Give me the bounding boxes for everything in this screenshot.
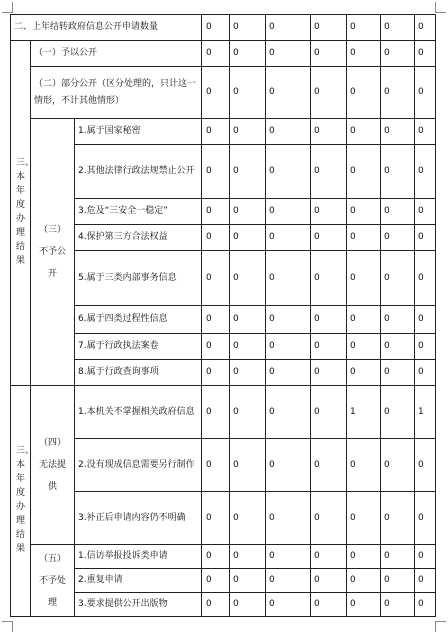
g4-row3-value-2: 0 <box>230 492 266 545</box>
g3-row4-value-1: 0 <box>202 225 230 251</box>
g5-row1-value-6: 0 <box>381 545 415 569</box>
g3-row7-value-1: 0 <box>202 334 230 360</box>
crop-mark-bottom-left <box>2 621 13 632</box>
item-label: 7.属于行政执法案卷 <box>75 334 202 360</box>
g3-row4-value-4: 0 <box>311 225 347 251</box>
table-row <box>11 492 436 545</box>
table-row <box>11 439 436 492</box>
row-a0-value-7: 0 <box>415 41 436 67</box>
g5-row3-value-2: 0 <box>230 593 266 617</box>
g3-row8-value-6: 0 <box>381 360 415 386</box>
g4-row3-value-5: 0 <box>347 492 381 545</box>
item-label: 3.危及“三安全一稳定” <box>75 199 202 225</box>
g3-row3-value-7: 0 <box>415 199 436 225</box>
g4-row1-value-1: 0 <box>202 386 230 439</box>
crop-mark-bottom-right <box>435 621 446 632</box>
g3-row6-value-6: 0 <box>381 306 415 334</box>
g4-row1-value-7: 1 <box>415 386 436 439</box>
g5-row2-value-1: 0 <box>202 569 230 593</box>
g3-row6-value-7: 0 <box>415 306 436 334</box>
row-a0-value-2: 0 <box>230 41 266 67</box>
row-a0-value-1: 0 <box>202 41 230 67</box>
g4-row2-value-6: 0 <box>381 439 415 492</box>
g3-row2-value-3: 0 <box>266 145 311 199</box>
table-row <box>11 360 436 386</box>
g3-row5-value-5: 0 <box>347 251 381 306</box>
g4-row3-value-3: 0 <box>266 492 311 545</box>
g5-row3-value-4: 0 <box>311 593 347 617</box>
carryover-value-3: 0 <box>266 15 311 41</box>
g3-row6-value-2: 0 <box>230 306 266 334</box>
group5-label: （五）不予处理 <box>38 553 66 608</box>
g3-row6-value-3: 0 <box>266 306 311 334</box>
item-label: 1.属于国家秘密 <box>75 119 202 145</box>
g5-row1-value-4: 0 <box>311 545 347 569</box>
g3-row3-value-5: 0 <box>347 199 381 225</box>
g3-row1-value-7: 0 <box>415 119 436 145</box>
row-a1-value-3: 0 <box>266 67 311 119</box>
g5-row2-value-6: 0 <box>381 569 415 593</box>
table-row <box>11 545 436 569</box>
carryover-value-6: 0 <box>381 15 415 41</box>
g3-row3-value-2: 0 <box>230 199 266 225</box>
g4-row3-value-6: 0 <box>381 492 415 545</box>
item-label: 4.保护第三方合法权益 <box>75 225 202 251</box>
g4-row1-value-4: 0 <box>311 386 347 439</box>
g5-row3-value-1: 0 <box>202 593 230 617</box>
g3-row8-value-4: 0 <box>311 360 347 386</box>
g5-row1-value-3: 0 <box>266 545 311 569</box>
table-row <box>11 41 436 67</box>
g4-row2-value-5: 0 <box>347 439 381 492</box>
g3-row1-value-4: 0 <box>311 119 347 145</box>
g3-row5-value-6: 0 <box>381 251 415 306</box>
g3-row8-value-1: 0 <box>202 360 230 386</box>
section3-side-label <box>11 41 35 386</box>
crop-mark-top-right <box>435 2 446 13</box>
g4-row1-value-3: 0 <box>266 386 311 439</box>
row-a1-value-4: 0 <box>311 67 347 119</box>
g4-row2-value-2: 0 <box>230 439 266 492</box>
item-label: 5.属于三类内部事务信息 <box>75 251 202 306</box>
carryover-value-4: 0 <box>311 15 347 41</box>
g5-row1-value-2: 0 <box>230 545 266 569</box>
section3b-side-label-text: 三、本年度办理结果 <box>16 446 35 554</box>
g5-row2-value-5: 0 <box>347 569 381 593</box>
g5-row1-value-5: 0 <box>347 545 381 569</box>
row-label: （二）部分公开（区分处理的，只计这一情形，不计其他情形） <box>31 67 202 119</box>
g3-row1-value-3: 0 <box>266 119 311 145</box>
g3-row2-value-6: 0 <box>381 145 415 199</box>
table-row <box>11 67 436 119</box>
row-a1-value-1: 0 <box>202 67 230 119</box>
g3-row3-value-1: 0 <box>202 199 230 225</box>
table-row <box>11 593 436 617</box>
group3-label-cell <box>31 119 75 386</box>
g4-row3-value-7: 0 <box>415 492 436 545</box>
item-label: 1.本机关不掌握相关政府信息 <box>75 386 202 439</box>
item-label: 3.补正后申请内容仍不明确 <box>75 492 202 545</box>
g3-row2-value-7: 0 <box>415 145 436 199</box>
row-a1-value-5: 0 <box>347 67 381 119</box>
item-label: 3.要求提供公开出版物 <box>75 593 202 617</box>
g3-row8-value-5: 0 <box>347 360 381 386</box>
g4-row2-value-1: 0 <box>202 439 230 492</box>
g3-row6-value-4: 0 <box>311 306 347 334</box>
g3-row5-value-7: 0 <box>415 251 436 306</box>
g3-row7-value-7: 0 <box>415 334 436 360</box>
group3-label: （三）不予公开 <box>38 225 66 279</box>
table-row <box>11 386 436 439</box>
carryover-label: 二、上年结转政府信息公开申请数量 <box>11 15 202 41</box>
g5-row2-value-7: 0 <box>415 569 436 593</box>
g3-row2-value-2: 0 <box>230 145 266 199</box>
table-row <box>11 251 436 306</box>
row-a1-value-2: 0 <box>230 67 266 119</box>
g3-row1-value-1: 0 <box>202 119 230 145</box>
g3-row5-value-2: 0 <box>230 251 266 306</box>
g3-row6-value-1: 0 <box>202 306 230 334</box>
table-row <box>11 15 436 41</box>
row-a0-value-5: 0 <box>347 41 381 67</box>
g5-row1-value-1: 0 <box>202 545 230 569</box>
carryover-value-7: 0 <box>415 15 436 41</box>
g5-row3-value-3: 0 <box>266 593 311 617</box>
g3-row4-value-5: 0 <box>347 225 381 251</box>
item-label: 2.重复申请 <box>75 569 202 593</box>
g3-row1-value-6: 0 <box>381 119 415 145</box>
g5-row2-value-4: 0 <box>311 569 347 593</box>
g3-row1-value-5: 0 <box>347 119 381 145</box>
g4-row2-value-7: 0 <box>415 439 436 492</box>
carryover-value-5: 0 <box>347 15 381 41</box>
table-row <box>11 225 436 251</box>
g3-row2-value-4: 0 <box>311 145 347 199</box>
g3-row2-value-1: 0 <box>202 145 230 199</box>
g3-row4-value-3: 0 <box>266 225 311 251</box>
carryover-value-2: 0 <box>230 15 266 41</box>
section3-side-label-text: 三、本年度办理结果 <box>16 158 35 266</box>
item-label: 2.其他法律行政法规禁止公开 <box>75 145 202 199</box>
g5-row2-value-3: 0 <box>266 569 311 593</box>
g3-row7-value-5: 0 <box>347 334 381 360</box>
group5-label-cell <box>31 545 75 617</box>
g3-row7-value-6: 0 <box>381 334 415 360</box>
item-label: 2.没有现成信息需要另行制作 <box>75 439 202 492</box>
table-row <box>11 334 436 360</box>
crop-mark-top-left <box>2 2 13 13</box>
g4-row1-value-5: 1 <box>347 386 381 439</box>
g4-row1-value-6: 0 <box>381 386 415 439</box>
g3-row8-value-7: 0 <box>415 360 436 386</box>
group4-label: （四）无法提供 <box>38 438 66 492</box>
g3-row3-value-4: 0 <box>311 199 347 225</box>
table-row <box>11 145 436 199</box>
item-label: 6.属于四类过程性信息 <box>75 306 202 334</box>
row-a0-value-6: 0 <box>381 41 415 67</box>
g3-row3-value-3: 0 <box>266 199 311 225</box>
g3-row8-value-2: 0 <box>230 360 266 386</box>
g5-row1-value-7: 0 <box>415 545 436 569</box>
row-a1-value-6: 0 <box>381 67 415 119</box>
g4-row3-value-4: 0 <box>311 492 347 545</box>
table-row <box>11 306 436 334</box>
g3-row5-value-1: 0 <box>202 251 230 306</box>
table-row <box>11 119 436 145</box>
g5-row3-value-5: 0 <box>347 593 381 617</box>
g5-row2-value-2: 0 <box>230 569 266 593</box>
g3-row5-value-3: 0 <box>266 251 311 306</box>
g3-row7-value-3: 0 <box>266 334 311 360</box>
carryover-value-1: 0 <box>202 15 230 41</box>
disclosure-results-table <box>10 14 436 617</box>
section3b-side-label <box>11 386 35 617</box>
g3-row5-value-4: 0 <box>311 251 347 306</box>
item-label: 1.信访举报投诉类申请 <box>75 545 202 569</box>
row-a0-value-3: 0 <box>266 41 311 67</box>
item-label: 8.属于行政查询事项 <box>75 360 202 386</box>
g4-row2-value-3: 0 <box>266 439 311 492</box>
table-row <box>11 569 436 593</box>
g3-row4-value-2: 0 <box>230 225 266 251</box>
g3-row2-value-5: 0 <box>347 145 381 199</box>
g3-row4-value-6: 0 <box>381 225 415 251</box>
g4-row2-value-4: 0 <box>311 439 347 492</box>
g5-row3-value-7: 0 <box>415 593 436 617</box>
g4-row1-value-2: 0 <box>230 386 266 439</box>
g4-row3-value-1: 0 <box>202 492 230 545</box>
g3-row8-value-3: 0 <box>266 360 311 386</box>
row-a0-value-4: 0 <box>311 41 347 67</box>
g3-row3-value-6: 0 <box>381 199 415 225</box>
g5-row3-value-6: 0 <box>381 593 415 617</box>
g3-row4-value-7: 0 <box>415 225 436 251</box>
g3-row1-value-2: 0 <box>230 119 266 145</box>
row-a1-value-7: 0 <box>415 67 436 119</box>
g3-row7-value-4: 0 <box>311 334 347 360</box>
g3-row6-value-5: 0 <box>347 306 381 334</box>
table-row <box>11 199 436 225</box>
g3-row7-value-2: 0 <box>230 334 266 360</box>
group4-label-cell <box>31 386 75 545</box>
row-label: （一）予以公开 <box>31 41 202 67</box>
